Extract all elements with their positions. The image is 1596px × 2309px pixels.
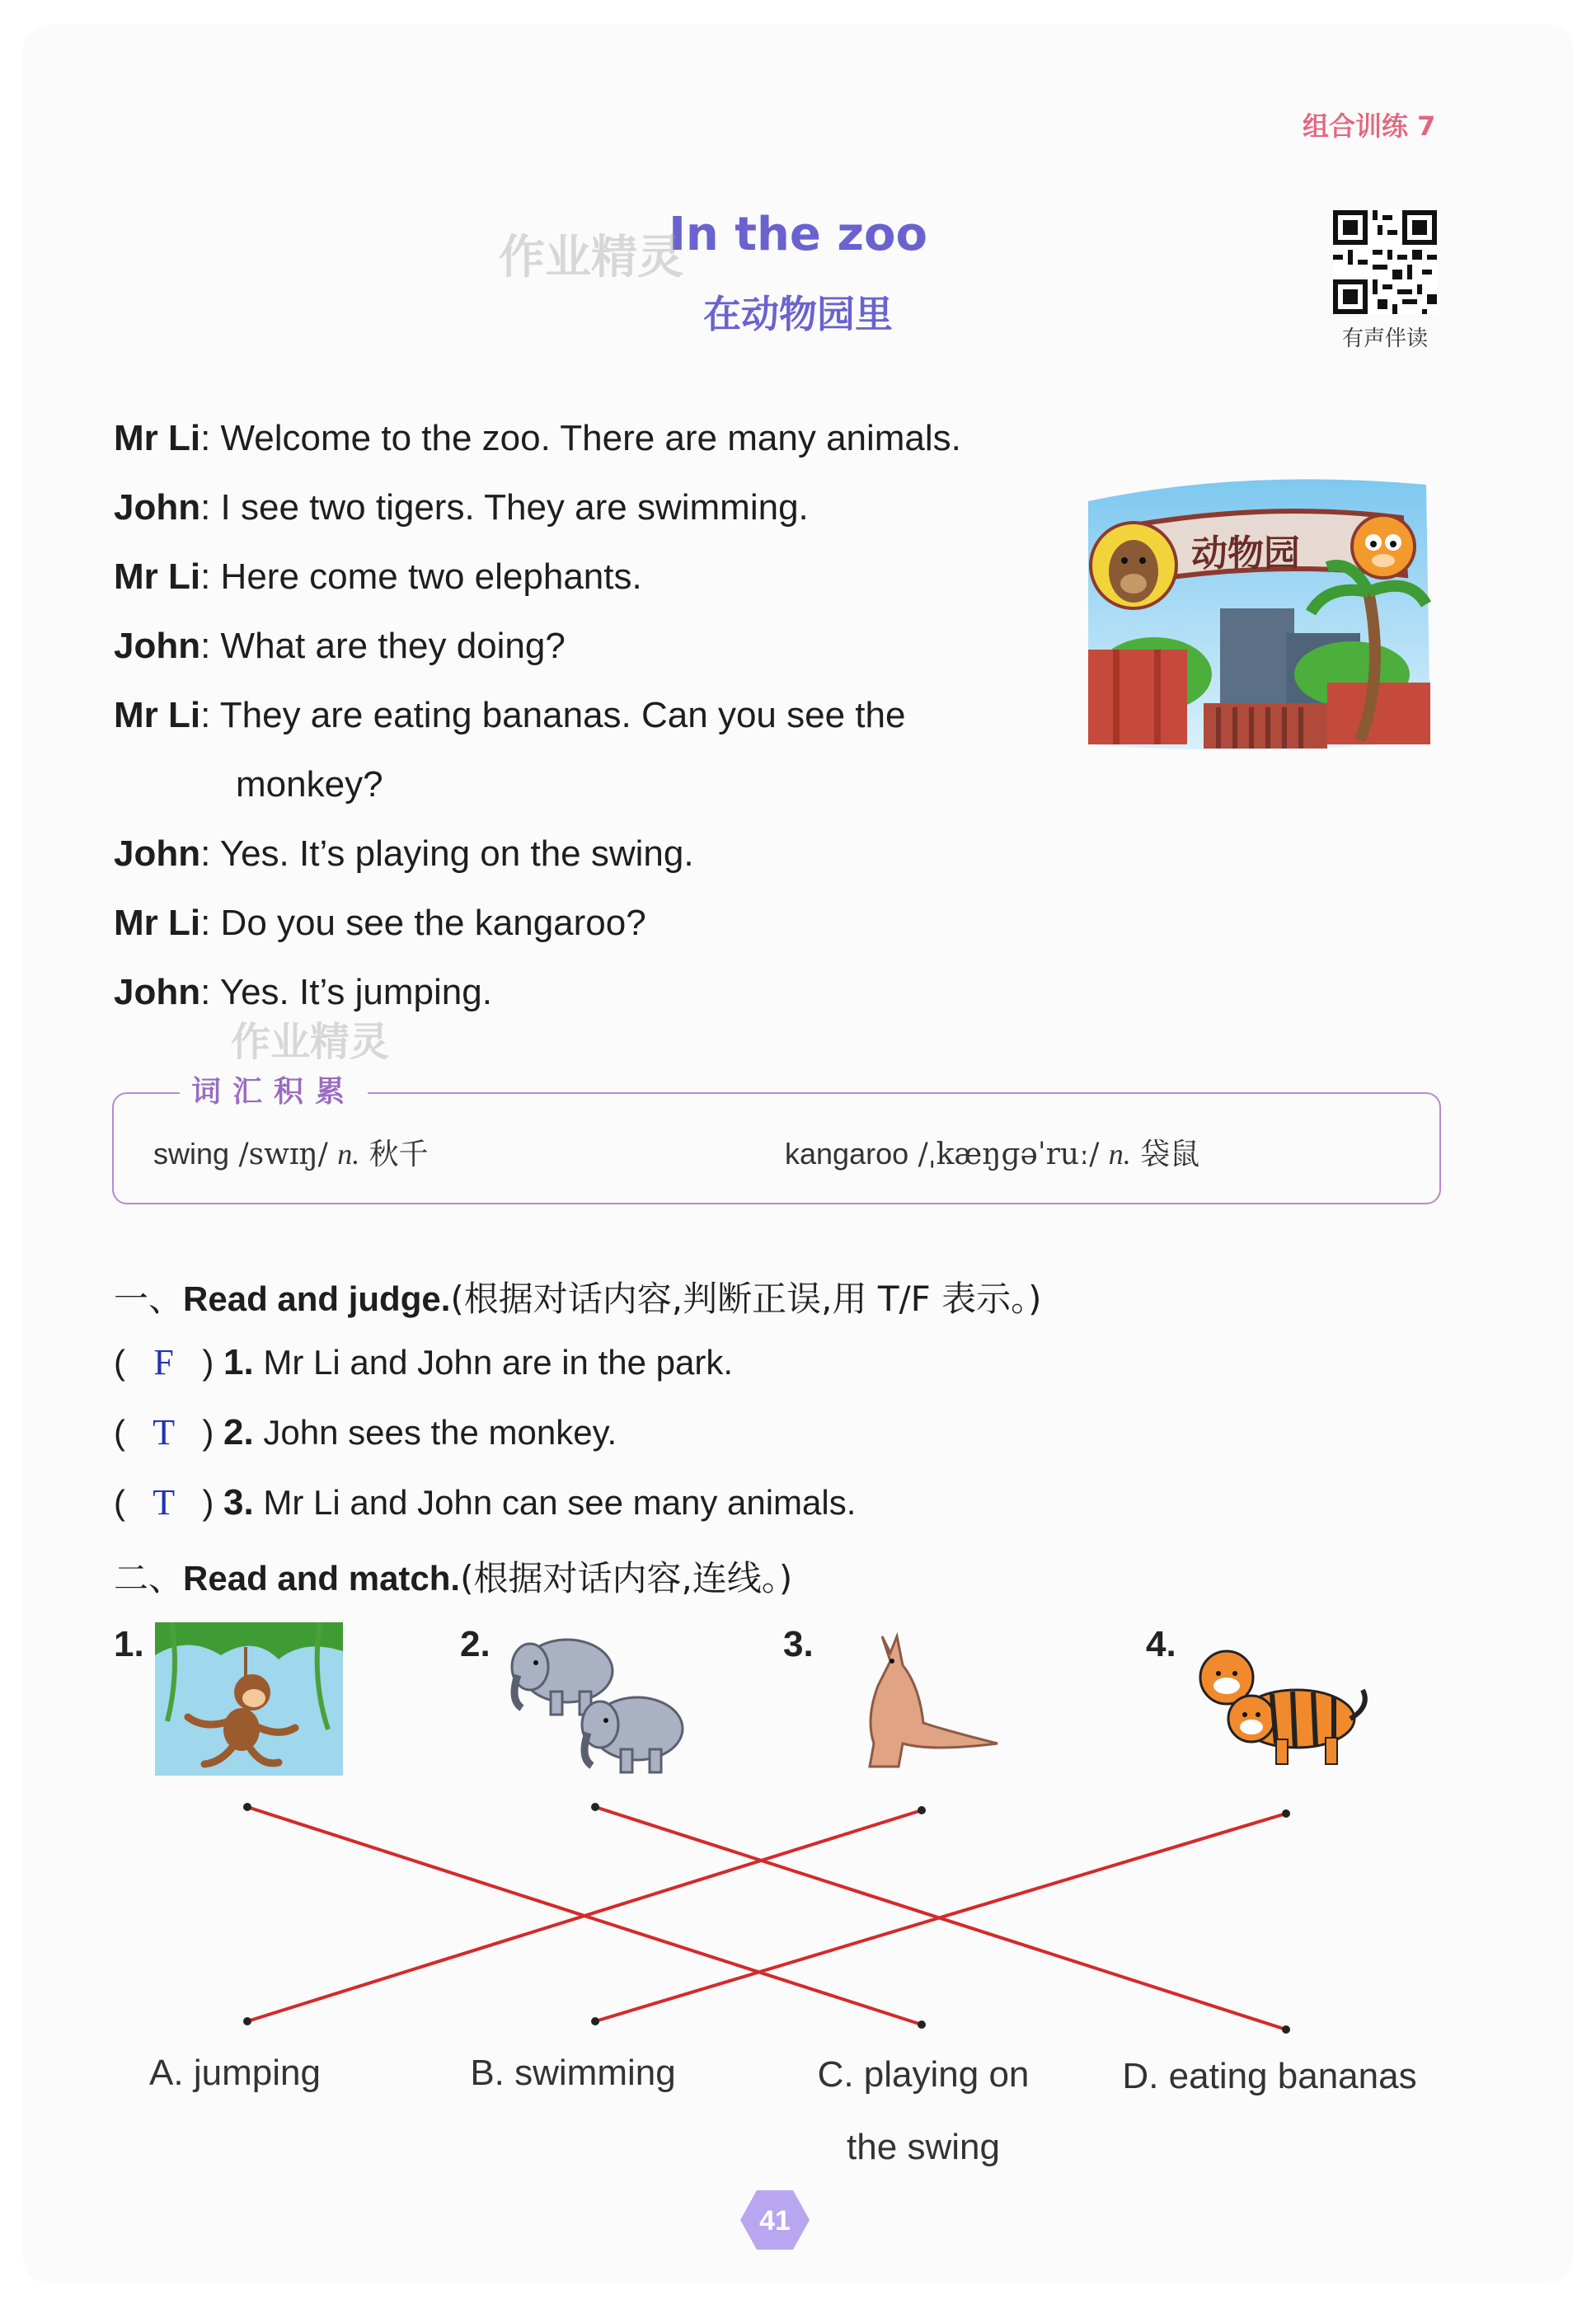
judge-question-2: ( T ) 2. John sees the monkey. (114, 1412, 617, 1453)
vocab-item-swing: swing /swɪŋ/ n. 秋千 (153, 1137, 429, 1171)
line-text: monkey? (236, 764, 383, 805)
zoo-sign-text: 动物园 (1191, 533, 1300, 575)
speaker: Mr Li (114, 418, 201, 458)
speaker: John (114, 487, 201, 528)
match-dot[interactable] (243, 1803, 251, 1811)
page-number: 41 (759, 2205, 791, 2236)
answer-slot[interactable]: T (153, 1482, 176, 1523)
answer-slot[interactable]: F (153, 1342, 174, 1382)
answer-slot[interactable]: T (153, 1412, 176, 1453)
line-text: : Yes. It’s jumping. (200, 972, 492, 1012)
match-dot[interactable] (591, 2017, 599, 2025)
speaker: John (114, 972, 201, 1012)
unit-tag: 组合训练 7 (1303, 110, 1436, 142)
option-b: B. swimming (470, 2053, 676, 2093)
speaker: Mr Li (114, 695, 201, 735)
line-text: : Here come two elephants. (200, 556, 642, 597)
speaker: John (114, 626, 201, 666)
title-chinese: 在动物园里 (703, 292, 893, 336)
judge-question-3: ( T ) 3. Mr Li and John can see many animals. (114, 1482, 857, 1523)
match-dot[interactable] (918, 2020, 926, 2029)
match-dot[interactable] (918, 1806, 926, 1814)
line-text: : Welcome to the zoo. There are many animals. (200, 418, 961, 458)
line-text: : Yes. It’s playing on the swing. (200, 833, 694, 874)
speaker: Mr Li (114, 903, 201, 943)
judge-question-1: ( F ) 1. Mr Li and John are in the park. (114, 1342, 734, 1382)
watermark: 作业精灵 (499, 231, 683, 284)
speaker: Mr Li (114, 556, 201, 597)
speaker: John (114, 833, 201, 874)
match-dot[interactable] (243, 2017, 251, 2025)
match-dot[interactable] (591, 1803, 599, 1811)
picture-number: 2. (460, 1624, 491, 1664)
option-c-line2: the swing (847, 2127, 1000, 2167)
option-d: D. eating bananas (1122, 2056, 1417, 2096)
vocab-item-kangaroo: kangaroo /ˌkæŋɡəˈruː/ n. 袋鼠 (785, 1137, 1200, 1171)
title-english: In the zoo (669, 208, 927, 261)
qr-label: 有声伴读 (1341, 326, 1428, 351)
match-line-3-a (247, 1810, 922, 2021)
match-dot[interactable] (1282, 2025, 1290, 2034)
line-text: : What are they doing? (200, 626, 566, 666)
watermark: 作业精灵 (231, 1019, 390, 1065)
vocab-title: 词汇积累 (180, 1068, 368, 1110)
picture-number: 1. (114, 1624, 144, 1664)
match-line-4-b (595, 1814, 1286, 2021)
option-a: A. jumping (149, 2053, 321, 2093)
line-text: : I see two tigers. They are swimming. (200, 487, 809, 528)
match-dot[interactable] (1282, 1809, 1290, 1818)
line-text: : They are eating bananas. Can you see the (200, 695, 906, 735)
picture-number: 4. (1146, 1624, 1176, 1664)
line-text: : Do you see the kangaroo? (200, 903, 646, 943)
section-read-and-judge: 一、Read and judge.(根据对话内容,判断正误,用 T/F 表示。) (114, 1279, 1042, 1319)
picture-number: 3. (783, 1624, 814, 1664)
page-number-badge (739, 2189, 811, 2251)
section-read-and-match: 二、Read and match.(根据对话内容,连线。) (114, 1558, 793, 1598)
option-c: C. playing on (817, 2054, 1030, 2095)
